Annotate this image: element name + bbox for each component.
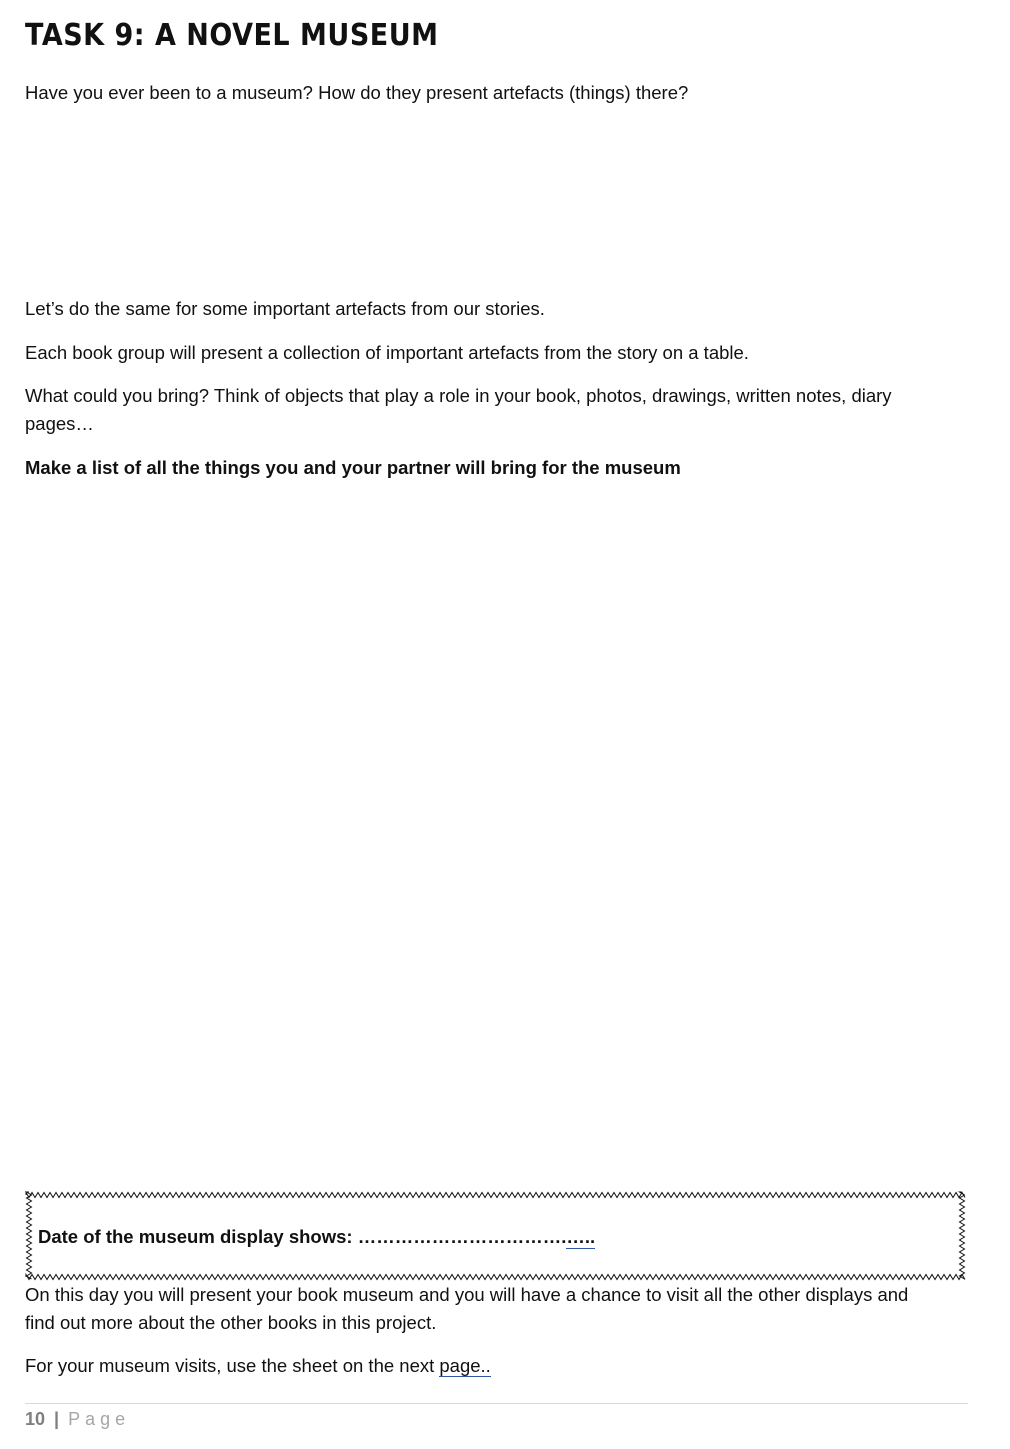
page-footer: [25, 1407, 130, 1431]
paragraph-what-to-bring-line1: What could you bring? Think of objects that play a role in your book, photos, drawings, written notes, diary: [25, 385, 892, 406]
next-page-link[interactable]: page..: [439, 1355, 491, 1376]
paragraph-book-group: Each book group will present a collection of important artefacts from the story on a table.: [25, 342, 749, 363]
page-number: 10: [25, 1409, 46, 1429]
closing-line2: find out more about the other books in this project.: [25, 1312, 437, 1333]
page-title: TASK 9: A NOVEL MUSEUM: [25, 18, 439, 53]
date-line: [38, 1223, 595, 1251]
footer-divider: [25, 1403, 968, 1404]
paragraph-same-for-stories: Let’s do the same for some important artefacts from our stories.: [25, 298, 545, 319]
footer-separator: |: [54, 1409, 60, 1429]
date-box: [25, 1191, 966, 1281]
visit-text: For your museum visits, use the sheet on the next: [25, 1355, 440, 1376]
date-dots-link[interactable]: …..: [566, 1226, 596, 1247]
paragraph-what-to-bring-line2: pages…: [25, 413, 94, 434]
date-dots: …………………………….: [357, 1226, 567, 1247]
visit-sentence: [25, 1352, 491, 1380]
instruction-make-list: Make a list of all the things you and your partner will bring for the museum: [25, 457, 681, 478]
date-label: Date of the museum display shows:: [38, 1226, 358, 1247]
page-label: Page: [68, 1409, 131, 1429]
intro-question: Have you ever been to a museum? How do they present artefacts (things) there?: [25, 82, 689, 103]
closing-line1: On this day you will present your book museum and you will have a chance to visit all the other displays and: [25, 1284, 909, 1305]
